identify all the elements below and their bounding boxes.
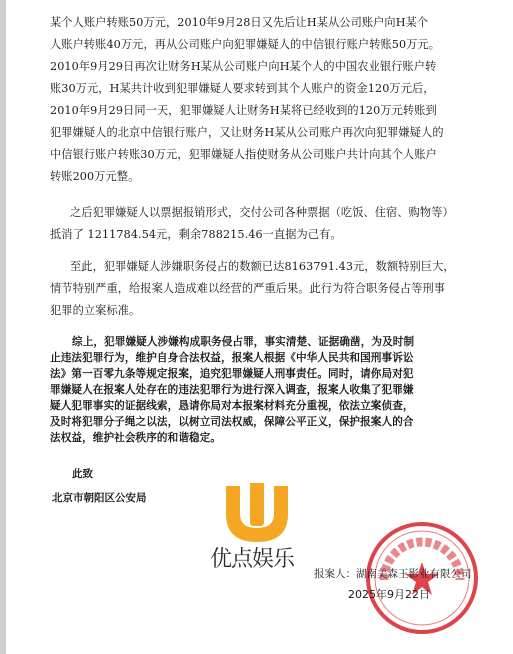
text-line: 犯罪的立案标准。 <box>50 304 141 317</box>
closing-salutation: 此致 <box>72 468 93 480</box>
text-line: 法权益，维护社会秩序的和谐稳定。 <box>50 432 222 444</box>
text-line: 法》第一百零九条等规定报案，追究犯罪嫌疑人刑事责任。同时，请你局对犯 <box>50 368 414 380</box>
text-line: 止违法犯罪行为，维护自身合法权益，报案人根据《中华人民共和国刑事诉讼 <box>50 352 414 364</box>
text-line: 中信银行账户转账30万元，犯罪嫌疑人指使财务从公司账户共计向其个人账户 <box>50 148 437 161</box>
text-line: 人账户转账40万元，再从公司账户向犯罪嫌疑人的中信银行账户转账50万元。 <box>50 38 441 51</box>
text-line: 及时将犯罪分子绳之以法，以树立司法权威，保障公平正义，保护报案人的合 <box>50 416 414 428</box>
text-line: 之后犯罪嫌疑人以票据报销形式，交付公司各种票据（吃饭、住宿、购物等） <box>70 206 454 219</box>
text-line: 2010年9月29日同一天，犯罪嫌疑人让财务H某将已经收到的120万元转账到 <box>50 104 437 117</box>
text-line: 情节特别严重，给报案人造成难以经营的严重后果。此行为符合职务侵占等刑事 <box>50 282 446 295</box>
text-line: 抵消了 1211784.54元，剩余788215.46一直据为己有。 <box>50 228 342 241</box>
text-line: 某个人账户转账50万元，2010年9月28日又先后让H某从公司账户向H某个 <box>50 16 429 29</box>
text-line: 至此，犯罪嫌疑人涉嫌职务侵占的数额已达8163791.43元，数额特别巨大， <box>70 260 455 273</box>
text-line: 账30万元，H某共计收到犯罪嫌疑人要求转到其个人账户的资金120万元后， <box>50 82 435 95</box>
reporter-signature: 报案人：湖南美森王影业有限公司 <box>314 568 472 580</box>
company-logo-text: 优点娱乐 <box>210 547 295 572</box>
text-line: 疑人犯罪事实的证据线索，恳请你局对本报案材料充分重视，依法立案侦查， <box>50 400 414 412</box>
text-line: 罪嫌疑人在报案人处存在的违法犯罪行为进行深入调查，报案人收集了犯罪嫌 <box>50 384 414 396</box>
text-line: 转账200万元整。 <box>50 170 140 183</box>
text-line: 综上，犯罪嫌疑人涉嫌构成职务侵占罪，事实清楚、证据确凿，为及时制 <box>72 336 415 348</box>
text-line: 犯罪嫌疑人的北京中信银行账户，又让财务H某从公司账户再次向犯罪嫌疑人的 <box>50 126 444 139</box>
text-line: 2010年9月29日再次让财务H某从公司账户向H某个人的中国农业银行账户转 <box>50 60 437 73</box>
addressee: 北京市朝阳区公安局 <box>52 492 147 504</box>
signature-date: 2025年9月22日 <box>348 588 430 601</box>
